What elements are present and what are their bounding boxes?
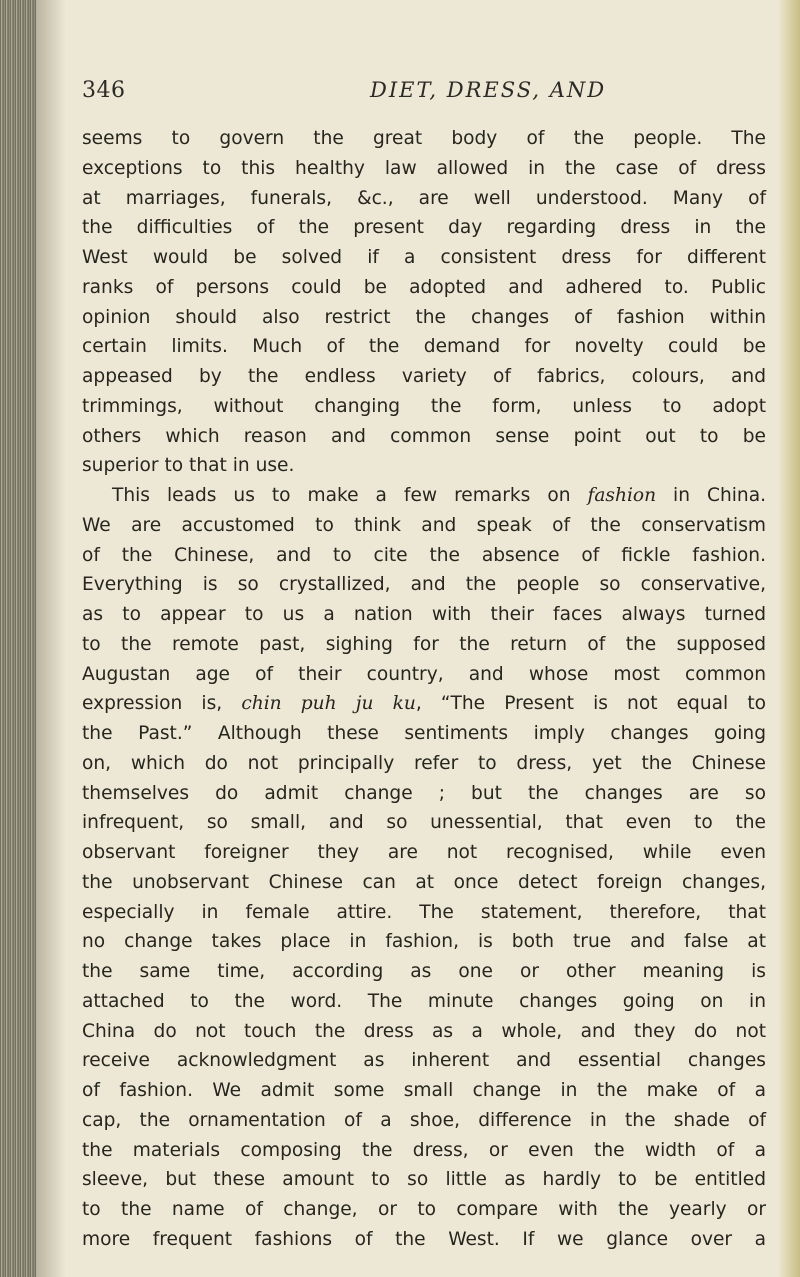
text-line: of the Chinese, and to cite the absence of fickle fashion. [82, 544, 766, 566]
running-head: DIET, DRESS, AND [370, 78, 607, 102]
text-line [82, 481, 766, 511]
text-line: appeased by the endless variety of fabrics, colours, and [82, 366, 766, 387]
text-line: more frequent fashions of the West. If we glance over a [82, 1228, 766, 1250]
text-line: as to appear to us a nation with their faces always turned [82, 604, 766, 625]
text-line: infrequent, so small, and so unessential, that even to the [82, 812, 766, 834]
text-line: the Past.” Although these sentiments imply changes going [82, 723, 766, 744]
book-binding-gutter [0, 0, 36, 1277]
text-line: certain limits. Much of the demand for novelty could be [82, 336, 766, 358]
text-line: to the name of change, or to compare with the yearly or [82, 1199, 766, 1220]
text-line: themselves do admit change ; but the changes are so [82, 782, 766, 804]
text-line: trimmings, without changing the form, unless to adopt [82, 395, 766, 417]
gutter-shadow [36, 0, 66, 1277]
italic-term: chin puh ju ku [241, 693, 416, 715]
text-line: no change takes place in fashion, is both true and false at [82, 931, 766, 953]
text-line: We are accustomed to think and speak of the conservatism [82, 514, 766, 536]
text-line: ranks of persons could be adopted and adhered to. Public [82, 276, 766, 298]
text-line [82, 689, 766, 719]
italic-term: fashion [587, 485, 657, 506]
page-number: 346 [82, 78, 126, 103]
text-line: the unobservant Chinese can at once detect foreign changes, [82, 871, 766, 893]
text-line: seems to govern the great body of the people. The [82, 128, 766, 149]
text-line: Everything is so crystallized, and the people so conservative, [82, 574, 766, 596]
text-line: opinion should also restrict the changes of fashion within [82, 306, 766, 328]
text-line: on, which do not principally refer to dress, yet the Chinese [82, 752, 766, 774]
body-text [82, 124, 766, 1255]
text-fragment: expression is, [82, 693, 242, 715]
page-edge [778, 0, 800, 1277]
text-line: of fashion. We admit some small change in the make of a [82, 1080, 766, 1101]
text-line: attached to the word. The minute changes going on in [82, 990, 766, 1012]
text-fragment: in China. [656, 485, 766, 506]
text-line: superior to that in use. [82, 455, 295, 477]
text-line: others which reason and common sense point out to be [82, 425, 766, 447]
text-line: observant foreigner they are not recognised, while even [82, 842, 766, 863]
text-line: the same time, according as one or other meaning is [82, 961, 766, 982]
text-line: receive acknowledgment as inherent and essential changes [82, 1050, 766, 1072]
text-line: at marriages, funerals, &c., are well understood. Many of [82, 187, 766, 209]
text-line: exceptions to this healthy law allowed in the case of dress [82, 157, 766, 179]
text-line: the materials composing the dress, or even the width of a [82, 1139, 766, 1161]
page-header [0, 78, 800, 108]
text-line: sleeve, but these amount to so little as hardly to be entitled [82, 1169, 766, 1191]
text-line: the difficulties of the present day regarding dress in the [82, 217, 766, 239]
text-line: West would be solved if a consistent dress for different [82, 247, 766, 268]
text-line: cap, the ornamentation of a shoe, difference in the shade of [82, 1109, 766, 1131]
text-line: Augustan age of their country, and whose most common [82, 663, 766, 685]
text-line: China do not touch the dress as a whole, and they do not [82, 1020, 766, 1042]
text-line: to the remote past, sighing for the return of the supposed [82, 633, 766, 655]
text-fragment: , “The Present is not equal to [415, 693, 766, 715]
text-fragment: This leads us to make a few remarks on [112, 485, 588, 506]
text-line: especially in female attire. The statement, therefore, that [82, 901, 766, 923]
